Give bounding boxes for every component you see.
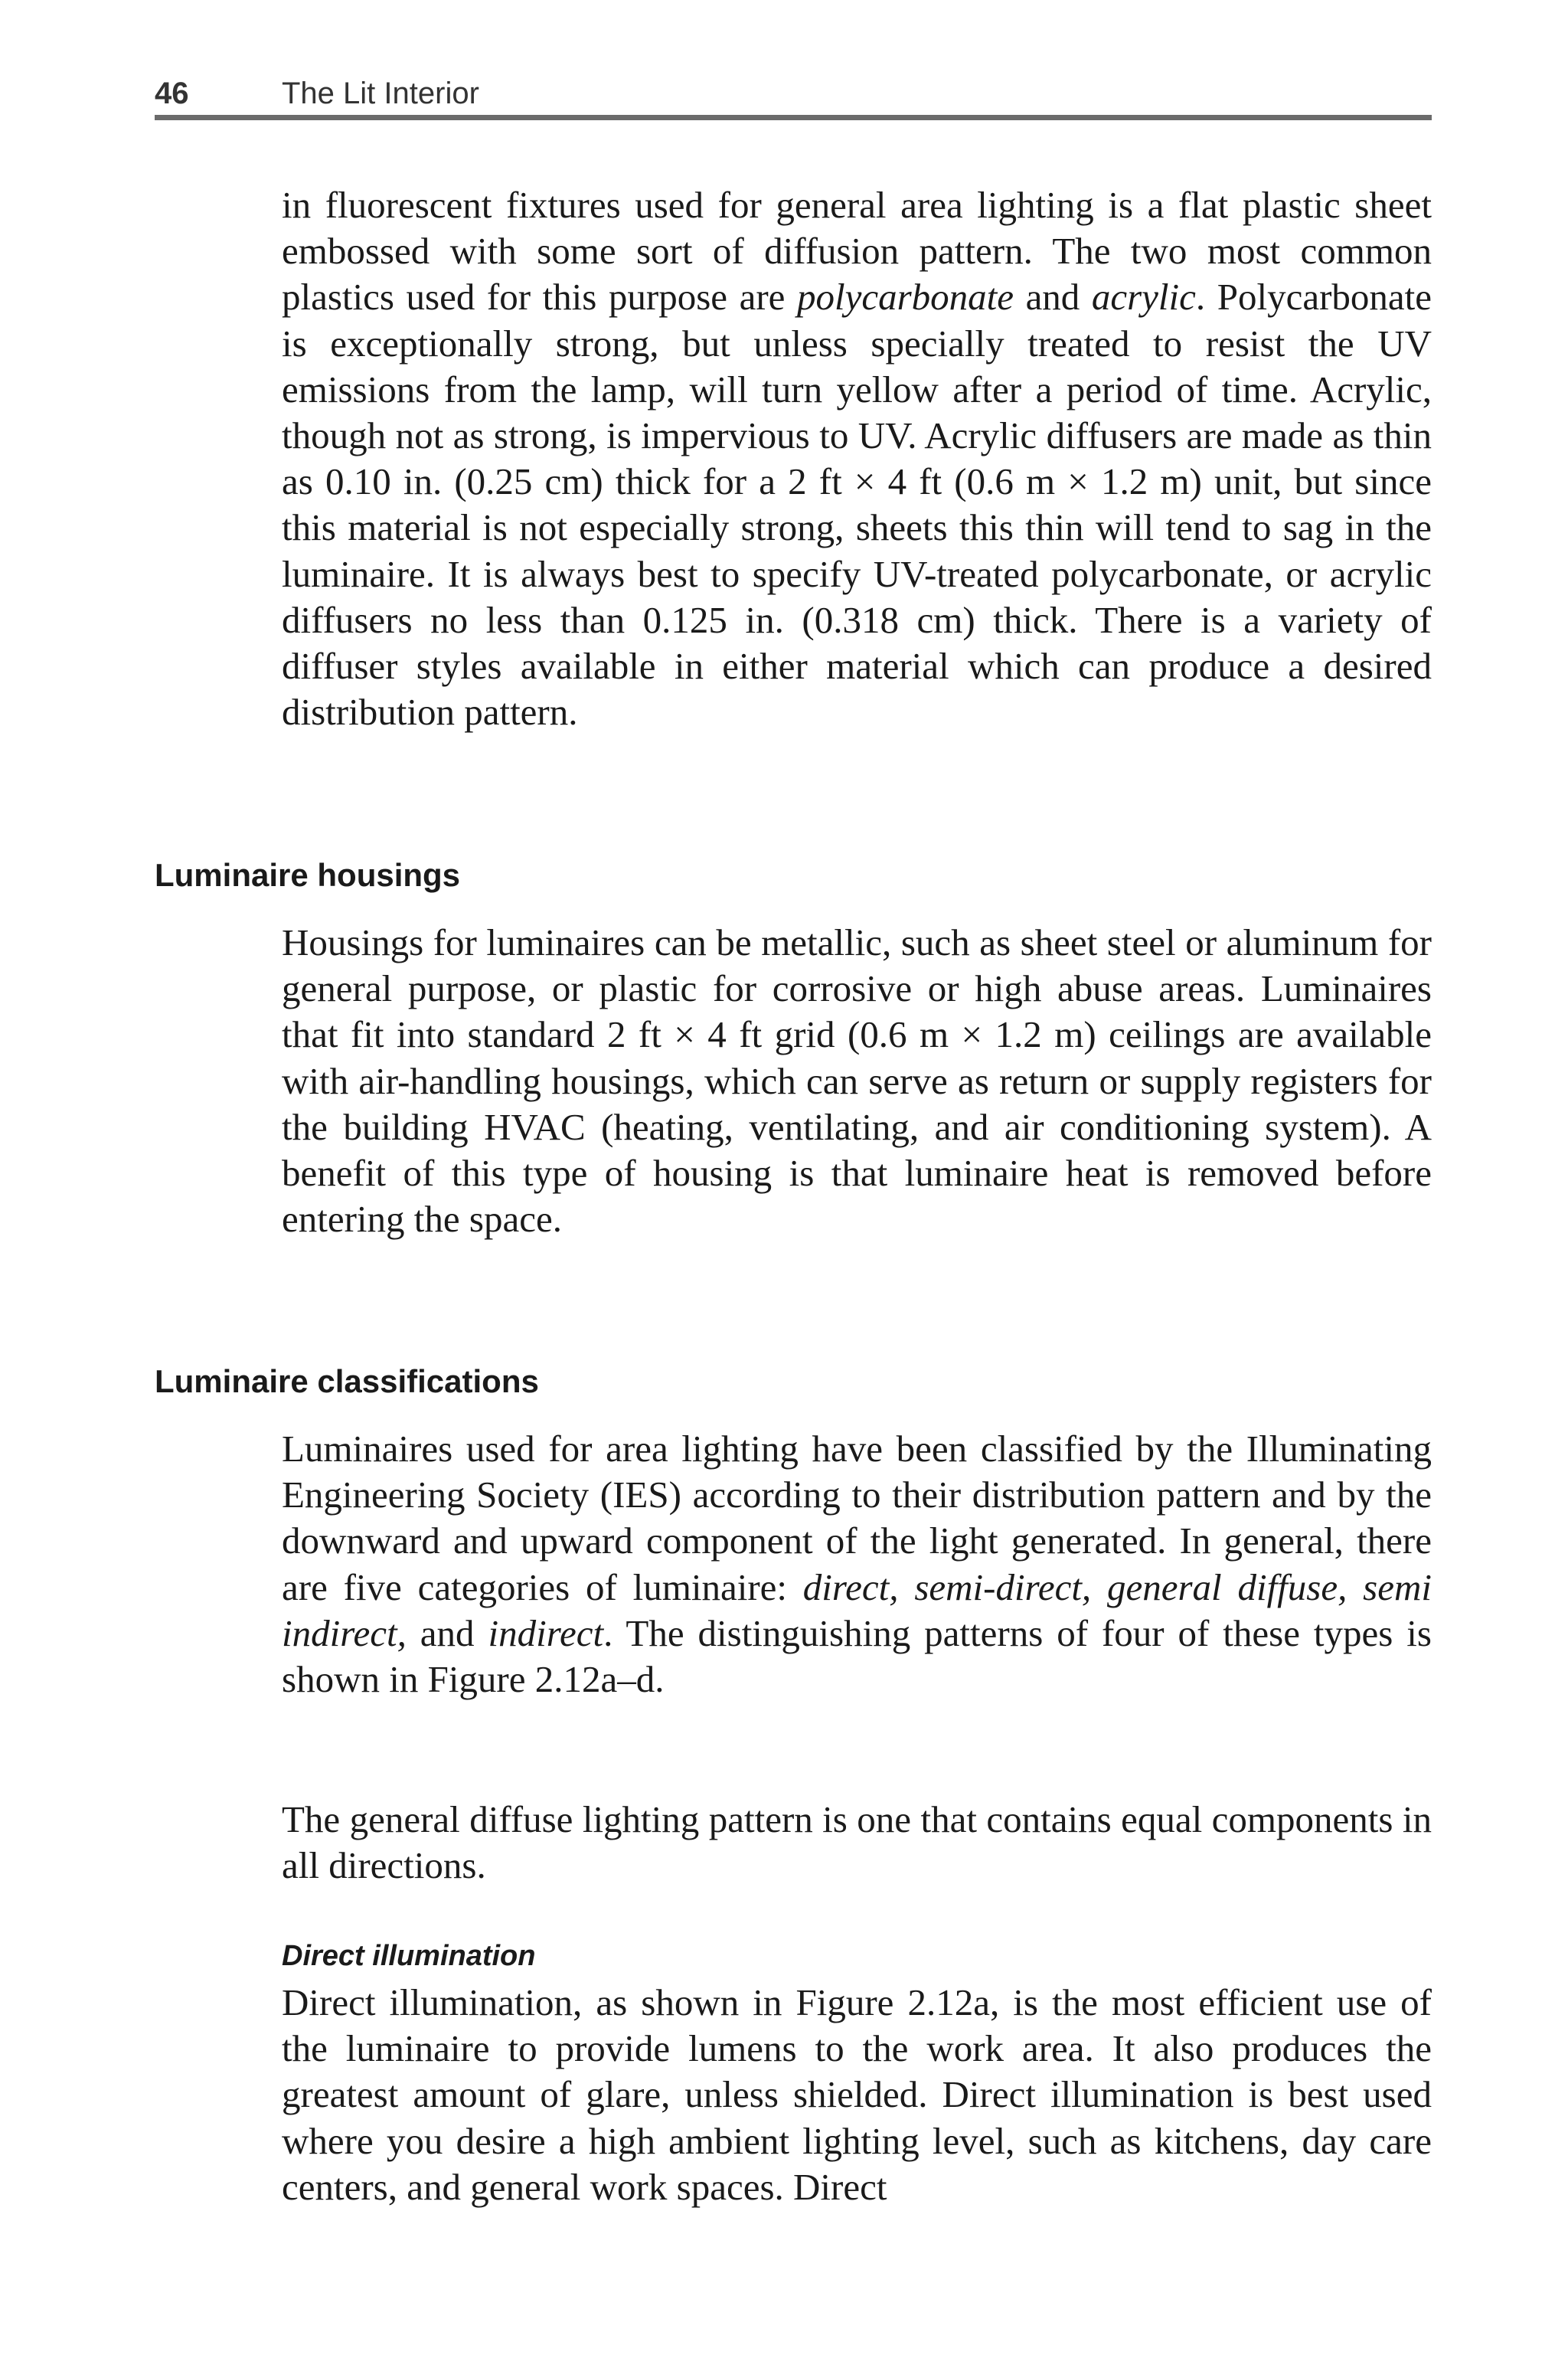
direct-illumination-paragraph: Direct illumination, as shown in Figure 2.12a, is the most efficient use of the luminaire to provide lumens to the work area. It also produces the greatest amount of glare, unless shielded. Direct illumination is best used where you desire a high ambient lighting level, such as kitchens, day care centers, and general work spaces. Direct	[282, 1981, 1432, 2208]
running-header	[155, 74, 1432, 119]
classifications-paragraph	[282, 1426, 1432, 1702]
heading-luminaire-housings: Luminaire housings	[155, 857, 461, 893]
term-categories: direct, semi-direct, general diffuse, semi indirect,	[282, 1565, 1432, 1654]
subheading-direct-illumination: Direct illumination	[282, 1940, 536, 1972]
classifications-text-3: . The distinguishing patterns of four of these types is shown in Figure 2.12a–d.	[282, 1611, 1432, 1701]
intro-text-1: in fluorescent fixtures used for general area lighting is a flat plastic sheet embossed with some sort of diffusion pattern. The two most common plastics used for this purpose are	[282, 184, 1432, 319]
heading-luminaire-classifications: Luminaire classifications	[155, 1363, 539, 1399]
running-title: The Lit Interior	[282, 77, 479, 110]
term-acrylic: acrylic	[1091, 276, 1196, 319]
term-polycarbonate: polycarbonate	[796, 276, 1014, 319]
intro-paragraph	[282, 182, 1432, 735]
housings-paragraph: Housings for luminaires can be metallic, such as sheet steel or aluminum for general purpose, or plastic for corrosive or high abuse areas. Luminaires that fit into standard 2 ft × 4 ft grid (0.6 m × 1.2 m) ceilings are available with air-handling housings, which can serve as return or supply registers for the building HVAC (heating, ventilating, and air conditioning system). A benefit of this type of housing is that luminaire heat is removed before entering the space.	[282, 921, 1432, 1241]
general-diffuse-paragraph: The general diffuse lighting pattern is one that contains equal components in all directions.	[282, 1798, 1432, 1887]
classifications-text-2: and	[406, 1611, 488, 1654]
header-rule	[155, 115, 1432, 120]
intro-text-2: and	[1014, 276, 1092, 319]
classifications-text-1: Luminaires used for area lighting have been classified by the Illuminating Engineering Society (IES) according to their distribution pattern and by the downward and upward component of the light generated. In general, there are five categories of luminaire:	[282, 1428, 1432, 1608]
page-number: 46	[155, 77, 189, 110]
term-indirect: indirect	[488, 1611, 604, 1654]
intro-text-3: . Polycarbonate is exceptionally strong, but unless specially treated to resist the UV emissions from the lamp, will turn yellow after a period of time. Acrylic, though not as strong, is impervious to UV. Acrylic diffusers are made as thin as 0.10 in. (0.25 cm) thick for a 2 ft × 4 ft (0.6 m × 1.2 m) unit, but since this material is not especially strong, sheets this thin will tend to sag in the luminaire. It is always best to specify UV-treated polycarbonate, or acrylic diffusers no less than 0.125 in. (0.318 cm) thick. There is a variety of diffuser styles available in either material which can produce a desired distribution pattern.	[282, 276, 1432, 734]
